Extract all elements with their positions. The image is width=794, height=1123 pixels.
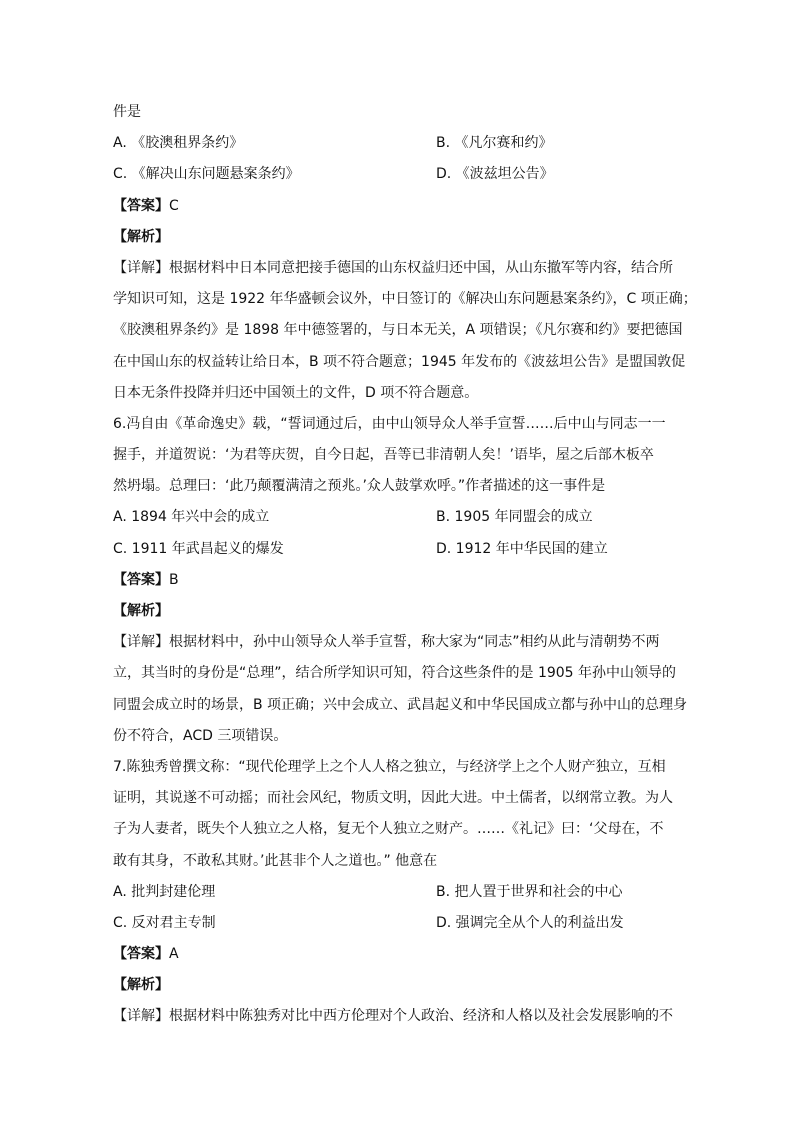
q6-detail-line: 份不符合，ACD 三项错误。 <box>113 727 288 744</box>
q6-option-b: B. 1905 年同盟会的成立 <box>436 509 593 526</box>
q6-detail-line: 同盟会成立时的场景，B 项正确；兴中会成立、武昌起义和中华民国成立都与孙中山的总理身 <box>113 696 688 713</box>
answer-value: A <box>169 946 179 963</box>
q5-detail-line: 《胶澳租界条约》是 1898 年中德签署的，与日本无关，A 项错误；《凡尔赛和约》要把德国 <box>113 322 683 339</box>
q7-option-a: A. 批判封建伦理 <box>113 883 216 900</box>
q6-stem-line: 然坍塌。总理曰：‘此乃颠覆满清之预兆。’众人鼓掌欢呼。”作者描述的这一事件是 <box>113 478 606 495</box>
q7-stem-line: 7.陈独秀曾撰文称：“现代伦理学上之个人人格之独立，与经济学上之个人财产独立，互相 <box>113 758 666 775</box>
q7-option-c: C. 反对君主专制 <box>113 914 216 931</box>
q7-stem-line: 子为人妻者，既失个人独立之人格，复无个人独立之财产。……《礼记》曰：‘父母在，不 <box>113 821 664 838</box>
q6-option-d: D. 1912 年中华民国的建立 <box>436 540 608 557</box>
q7-analysis-label: 【解析】 <box>113 977 169 994</box>
q5-answer <box>113 191 683 222</box>
q6-stem-line: 6.冯自由《革命逸史》载，“誓词通过后，由中山领导众人举手宣誓……后中山与同志一一 <box>113 415 666 432</box>
q5-option-b: B. 《凡尔赛和约》 <box>436 135 553 152</box>
q5-detail-line: 日本无条件投降并归还中国领土的文件，D 项不符合题意。 <box>113 384 479 401</box>
document-page <box>113 97 697 1033</box>
q5-option-c: C. 《解决山东问题悬案条约》 <box>113 166 300 183</box>
q7-answer <box>113 939 683 970</box>
q6-detail-line: 立，其当时的身份是“总理”，结合所学知识可知，符合这些条件的是 1905 年孙中山领导的 <box>113 665 677 682</box>
q7-stem-line: 敢有其身，不敢私其财。’此甚非个人之道也。” 他意在 <box>113 852 438 869</box>
answer-label: 【答案】 <box>113 571 169 588</box>
q6-options-row-2 <box>113 534 683 565</box>
q6-options-row-1 <box>113 502 683 533</box>
q7-stem-line: 证明，其说遂不可动摇；而社会风纪，物质文明，因此大进。中土儒者，以纲常立教。为人 <box>113 790 673 807</box>
answer-label: 【答案】 <box>113 197 169 214</box>
q6-stem-line: 握手，并道贺说：‘为君等庆贺，自今日起，吾等已非清朝人矣！’语毕，屋之后部木板卒 <box>113 447 654 464</box>
q6-option-a: A. 1894 年兴中会的成立 <box>113 509 270 526</box>
q7-option-b: B. 把人置于世界和社会的中心 <box>436 883 623 900</box>
q5-options-row-1 <box>113 128 683 159</box>
answer-value: C <box>169 197 179 214</box>
q5-options-row-2 <box>113 159 683 190</box>
q7-detail-line: 【详解】根据材料中陈独秀对比中西方伦理对个人政治、经济和人格以及社会发展影响的不 <box>113 1008 673 1025</box>
q6-analysis-label: 【解析】 <box>113 603 169 619</box>
q7-options-row-1 <box>113 877 683 908</box>
q6-answer <box>113 565 683 596</box>
q5-stem-tail: 件是 <box>113 104 141 120</box>
q5-detail-line: 在中国山东的权益转让给日本，B 项不符合题意；1945 年发布的《波兹坦公告》是盟国敦促 <box>113 353 686 370</box>
q5-option-d: D. 《波兹坦公告》 <box>436 166 554 183</box>
answer-label: 【答案】 <box>113 946 169 963</box>
answer-value: B <box>169 571 179 588</box>
q5-option-a: A. 《胶澳租界条约》 <box>113 135 244 152</box>
q6-option-c: C. 1911 年武昌起义的爆发 <box>113 540 284 557</box>
q7-options-row-2 <box>113 908 683 939</box>
q6-detail-line: 【详解】根据材料中，孙中山领导众人举手宣誓，称大家为“同志”相约从此与清朝势不两 <box>113 634 660 651</box>
q5-analysis-label: 【解析】 <box>113 228 169 245</box>
q5-detail-line: 学知识可知，这是 1922 年华盛顿会议外，中日签订的《解决山东问题悬案条约》，C 项正确； <box>113 291 697 308</box>
q5-detail-line: 【详解】根据材料中日本同意把接手德国的山东权益归还中国，从山东撤军等内容，结合所 <box>113 259 673 276</box>
q7-option-d: D. 强调完全从个人的利益出发 <box>436 914 624 931</box>
